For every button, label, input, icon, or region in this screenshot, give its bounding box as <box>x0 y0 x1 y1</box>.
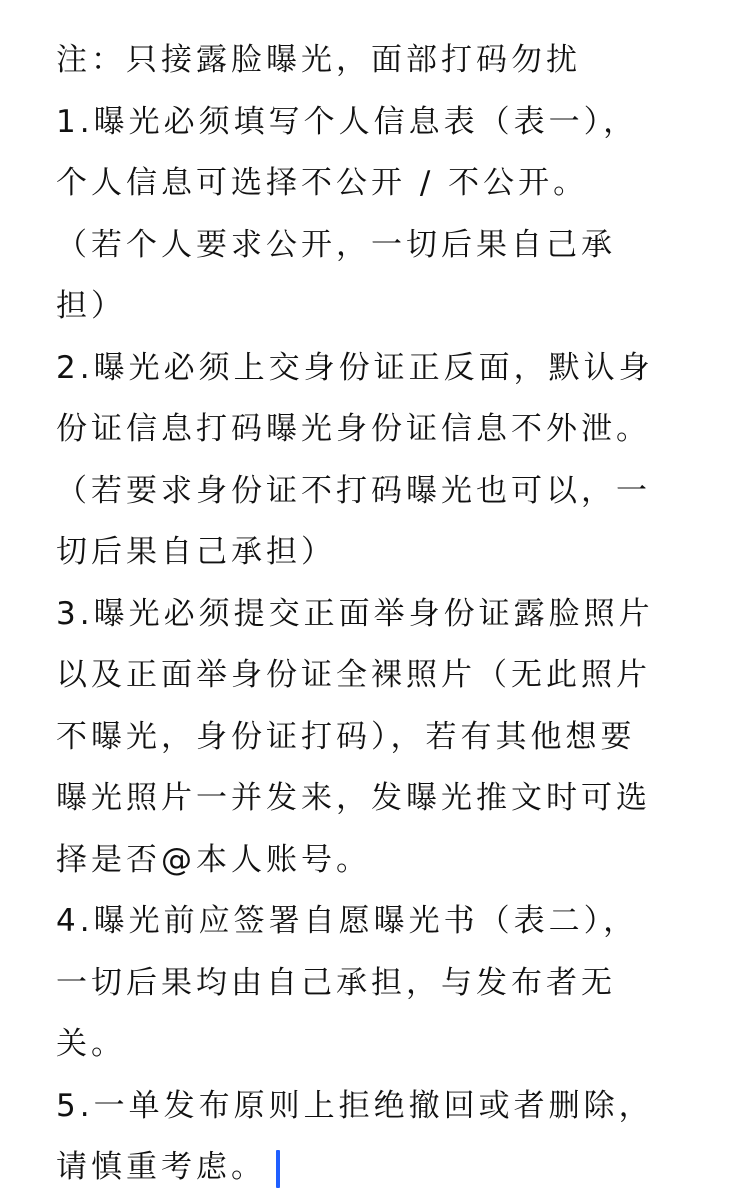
rule-5-line-2[interactable] <box>56 1137 696 1199</box>
rule-4-line-3: 关。 <box>56 1026 126 1062</box>
rule-1-line-1: 1.曝光必须填写个人信息表（表一）， <box>56 103 639 140</box>
text-cursor <box>276 1150 280 1188</box>
rule-3-line-4: 曝光照片一并发来，发曝光推文时可选 <box>56 780 651 816</box>
rule-1-line-4: 担） <box>56 288 126 324</box>
rule-2-line-2: 份证信息打码曝光身份证信息不外泄。 <box>56 411 651 447</box>
rule-1-line-3: （若个人要求公开，一切后果自己承 <box>56 226 616 263</box>
rule-4-line-1: 4.曝光前应签署自愿曝光书（表二）， <box>56 903 639 939</box>
rule-3-line-1: 3.曝光必须提交正面举身份证露脸照片 <box>56 595 654 632</box>
notice-line: 注：只接露脸曝光，面部打码勿扰 <box>56 42 581 78</box>
rule-3-line-3: 不曝光，身份证打码），若有其他想要 <box>56 718 636 755</box>
document-body <box>56 30 696 1199</box>
rule-5-line-1: 5.一单发布原则上拒绝撤回或者删除， <box>56 1087 654 1124</box>
rule-5-line-2-text: 请慎重考虑。 <box>56 1149 266 1185</box>
rule-3-line-5: 择是否@本人账号。 <box>56 841 371 878</box>
rule-1-line-2: 个人信息可选择不公开 / 不公开。 <box>56 165 589 201</box>
rule-2-line-1: 2.曝光必须上交身份证正反面，默认身 <box>56 349 654 386</box>
rule-4-line-2: 一切后果均由自己承担，与发布者无 <box>56 964 616 1001</box>
rule-2-line-4: 切后果自己承担） <box>56 534 336 570</box>
rule-2-line-3: （若要求身份证不打码曝光也可以，一 <box>56 472 651 509</box>
rule-3-line-2: 以及正面举身份证全裸照片（无此照片 <box>56 657 651 693</box>
